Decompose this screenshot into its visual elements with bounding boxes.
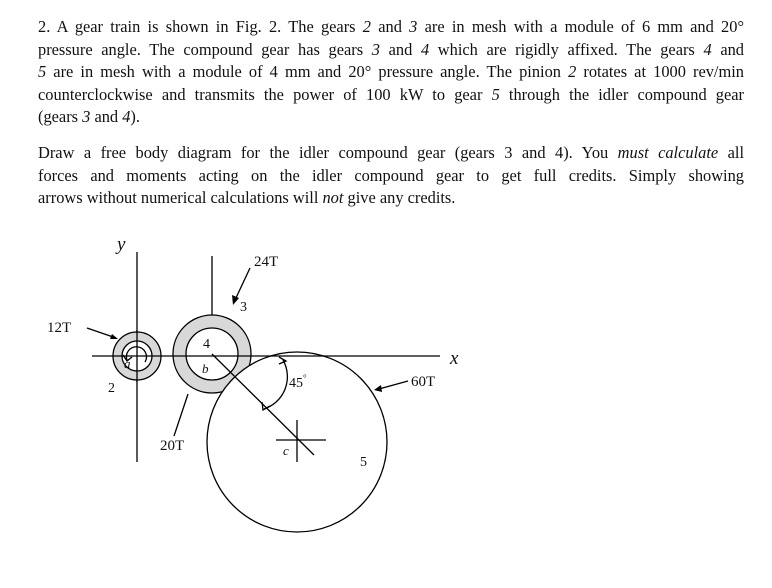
label-center-b: b: [202, 361, 209, 376]
text-run: 2: [568, 62, 577, 82]
text-run: give any credits.: [343, 188, 456, 208]
label-60t: 60T: [411, 374, 436, 390]
text-run: must calculate: [617, 143, 719, 162]
text-run: counterclockwise and transmits the power of 100 kW to gear: [38, 84, 492, 104]
label-gear-5: 5: [360, 455, 367, 470]
leader-60t: [379, 381, 408, 389]
text-run: 3: [82, 107, 91, 127]
text-run: 5: [491, 84, 500, 104]
leader-24t: [235, 268, 250, 300]
label-24t: 24T: [254, 254, 279, 270]
y-axis-label: y: [117, 234, 126, 255]
label-center-c: c: [283, 443, 289, 458]
text-run: and: [379, 39, 421, 59]
text-run: 2: [362, 17, 371, 36]
arrowhead-60t: [374, 385, 382, 392]
text-run: 3: [409, 17, 418, 36]
label-12t: 12T: [47, 320, 72, 336]
text-run: 4: [703, 39, 712, 59]
label-angle-45: 45°: [289, 373, 307, 391]
text-run: through the idler compound gear: [499, 84, 744, 104]
text-run: which are rigidly affixed. The gears: [429, 39, 704, 59]
leader-20t: [174, 394, 188, 436]
text-run: arrows without numerical calculations will: [38, 188, 323, 208]
text-run: 2. A gear train is shown in Fig. 2. The gears: [38, 17, 363, 36]
x-axis-label: x: [450, 348, 459, 369]
label-gear-3: 3: [240, 300, 247, 315]
text-run: 5: [38, 62, 47, 82]
text-run: (gears: [38, 107, 83, 127]
label-center-a: a: [124, 356, 131, 371]
text-run: are in mesh with a module of 4 mm and 20° pressure angle. The pinion: [46, 62, 569, 82]
label-20t: 20T: [160, 438, 185, 454]
text-run: all: [718, 143, 745, 162]
text-run: and: [371, 17, 410, 36]
text-run: rotates at 1000 rev/min: [576, 62, 744, 82]
label-gear-4: 4: [203, 337, 210, 352]
arrowhead-12t: [110, 334, 118, 339]
text-run: forces and moments acting on the idler compound gear to get full credits. Simply showing: [38, 165, 744, 185]
text-run: pressure angle. The compound gear has gears: [38, 39, 372, 59]
label-gear-2: 2: [108, 381, 115, 396]
text-run: 4: [420, 39, 430, 59]
text-run: and: [90, 107, 123, 127]
text-run: are in mesh with a module of 6 mm and 20°: [417, 17, 744, 36]
text-run: not: [322, 188, 344, 208]
text-run: 3: [371, 39, 380, 59]
arrowhead-24t: [232, 295, 239, 305]
text-run: ).: [130, 107, 140, 127]
text-run: and: [711, 39, 744, 59]
text-run: Draw a free body diagram for the idler compound gear (gears 3 and 4). You: [38, 143, 618, 162]
text-run: 4: [122, 107, 131, 127]
